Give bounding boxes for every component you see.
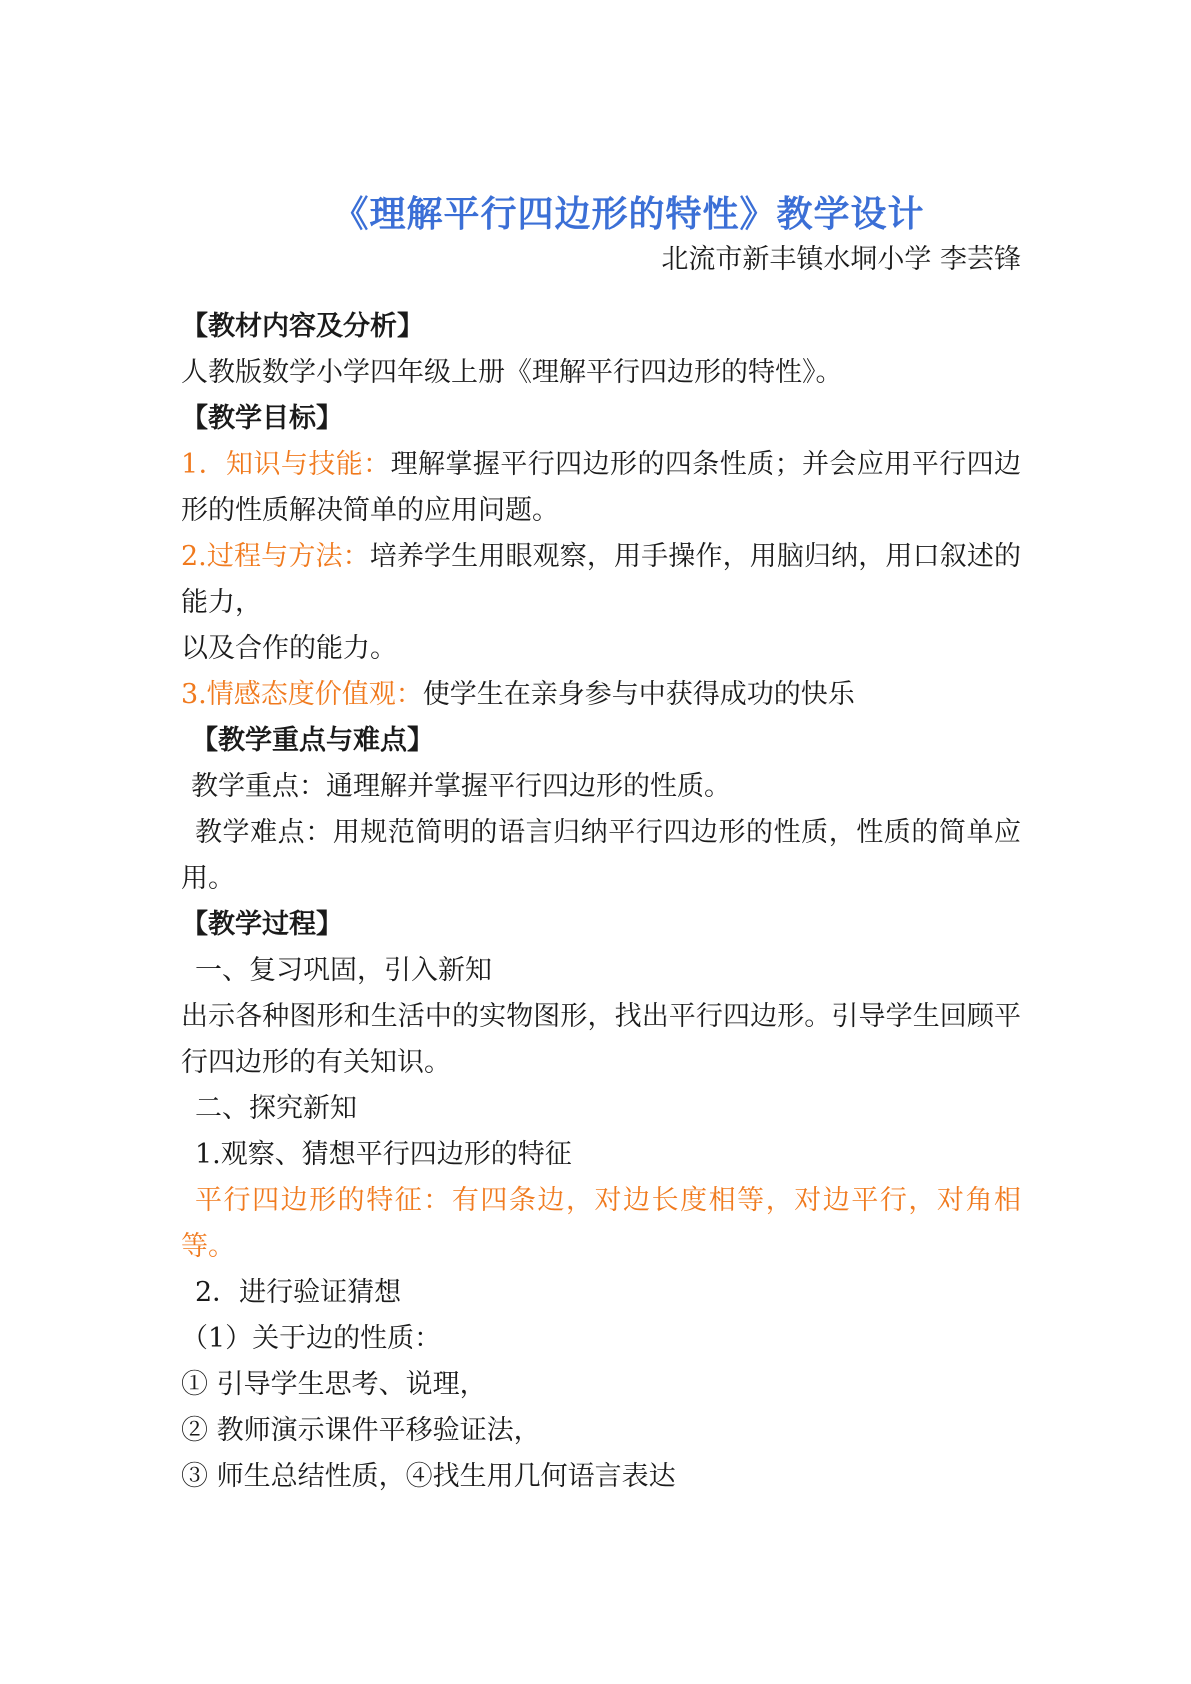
- list-item: ② 教师演示课件平移验证法，: [181, 1415, 541, 1446]
- goal-3-text: 使学生在亲身参与中获得成功的快乐: [422, 679, 855, 710]
- step-2-feature: [181, 1178, 1021, 1270]
- step-2-sub-2: 2．进行验证猜想: [195, 1277, 402, 1308]
- goal-1-text: 理解掌握平行四边形的四条性质；并会应用平行四边形的性质解决简单的应用问题。: [181, 449, 1022, 526]
- goal-3: [181, 672, 1021, 718]
- section-heading-analysis: 【教材内容及分析】: [181, 311, 424, 342]
- list-item: ① 引导学生思考、说理，: [181, 1369, 487, 1400]
- author-line: 北流市新丰镇水垌小学 李芸锋: [661, 244, 1021, 275]
- goal-2-label: 2.过程与方法：: [181, 541, 370, 572]
- goal-3-label: 3.情感态度价值观：: [181, 679, 423, 710]
- section-heading-goals: 【教学目标】: [181, 403, 343, 434]
- step-1-text: 出示各种图形和生活中的实物图形，找出平行四边形。引导学生回顾平行四边形的有关知识。: [181, 1001, 1021, 1078]
- document-title: 《理解平行四边形的特性》教学设计: [332, 194, 925, 235]
- difficulty-text-content: 教学难点：用规范简明的语言归纳平行四边形的性质，性质的简单应用。: [181, 817, 1021, 894]
- goal-2-continued: 以及合作的能力。: [181, 633, 397, 664]
- goal-2-text: 培养学生用眼观察，用手操作，用脑归纳，用口叙述的能力，: [181, 541, 1021, 618]
- step-1-title: 一、复习巩固，引入新知: [195, 955, 492, 986]
- goal-1-label: 1．知识与技能：: [181, 449, 391, 480]
- keypoint-text: 教学重点：通理解并掌握平行四边形的性质。: [191, 771, 731, 802]
- step-2-sub-2-a: （1）关于边的性质：: [181, 1323, 442, 1354]
- list-item: ③ 师生总结性质，④找生用几何语言表达: [181, 1461, 676, 1492]
- section-heading-process: 【教学过程】: [181, 909, 343, 940]
- document-page: [181, 190, 1021, 1500]
- goal-2: [181, 534, 1021, 626]
- section-heading-keypoints: 【教学重点与难点】: [191, 725, 434, 756]
- step-2-sub-1: 1.观察、猜想平行四边形的特征: [195, 1139, 572, 1170]
- step-2-feature-text: 平行四边形的特征：有四条边，对边长度相等，对边平行，对角相等。: [181, 1185, 1021, 1262]
- difficulty-text: [181, 810, 1021, 902]
- step-2-title: 二、探究新知: [195, 1093, 357, 1124]
- analysis-text: 人教版数学小学四年级上册《理解平行四边形的特性》。: [181, 357, 843, 388]
- goal-1: [181, 442, 1021, 534]
